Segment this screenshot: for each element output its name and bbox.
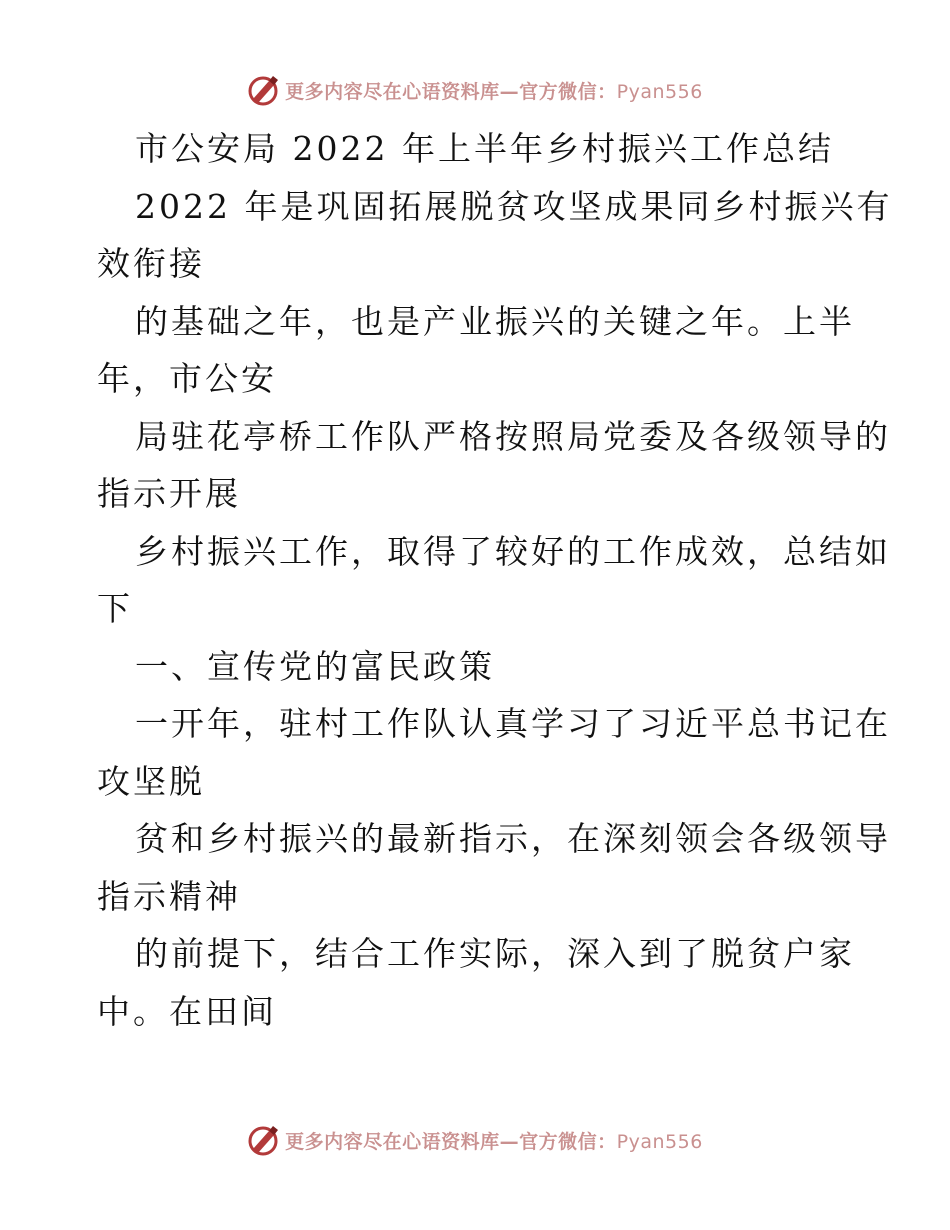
text-line: 市公安局 2022 年上半年乡村振兴工作总结 bbox=[135, 129, 834, 168]
text-line: 一开年，驻村工作队认真学习了习近平总书记在 bbox=[135, 704, 891, 743]
text-line: 指示开展 bbox=[97, 474, 241, 513]
text-line: 年，市公安 bbox=[97, 359, 277, 398]
document-body bbox=[97, 120, 893, 1040]
text-line: 乡村振兴工作，取得了较好的工作成效，总结如 bbox=[135, 531, 891, 571]
footer-banner bbox=[0, 1120, 950, 1160]
banner-text: 更多内容尽在心语资料库—官方微信：Pyan556 bbox=[285, 80, 703, 103]
text-line: 2022 年是巩固拓展脱贫攻坚成果同乡村振兴有 bbox=[135, 186, 893, 226]
header-banner bbox=[0, 70, 950, 110]
wechat-id: Pyan556 bbox=[616, 1130, 703, 1153]
text-line: 中。在田间 bbox=[97, 991, 277, 1031]
text-line: 贫和乡村振兴的最新指示，在深刻领会各级领导 bbox=[135, 819, 891, 858]
text-line: 下 bbox=[97, 589, 133, 628]
red-pen-circle-logo-icon bbox=[247, 73, 281, 107]
text-line: 效衔接 bbox=[97, 244, 205, 283]
red-pen-circle-logo-icon bbox=[247, 1123, 281, 1157]
wechat-id: Pyan556 bbox=[616, 80, 703, 103]
text-line: 攻坚脱 bbox=[97, 761, 205, 801]
text-line: 一、宣传党的富民政策 bbox=[135, 646, 495, 686]
text-line: 的基础之年，也是产业振兴的关键之年。上半 bbox=[135, 301, 855, 341]
banner-text: 更多内容尽在心语资料库—官方微信：Pyan556 bbox=[285, 1130, 703, 1153]
text-line: 指示精神 bbox=[97, 876, 241, 916]
text-line: 局驻花亭桥工作队严格按照局党委及各级领导的 bbox=[135, 416, 891, 456]
text-line: 的前提下，结合工作实际，深入到了脱贫户家 bbox=[135, 934, 855, 973]
